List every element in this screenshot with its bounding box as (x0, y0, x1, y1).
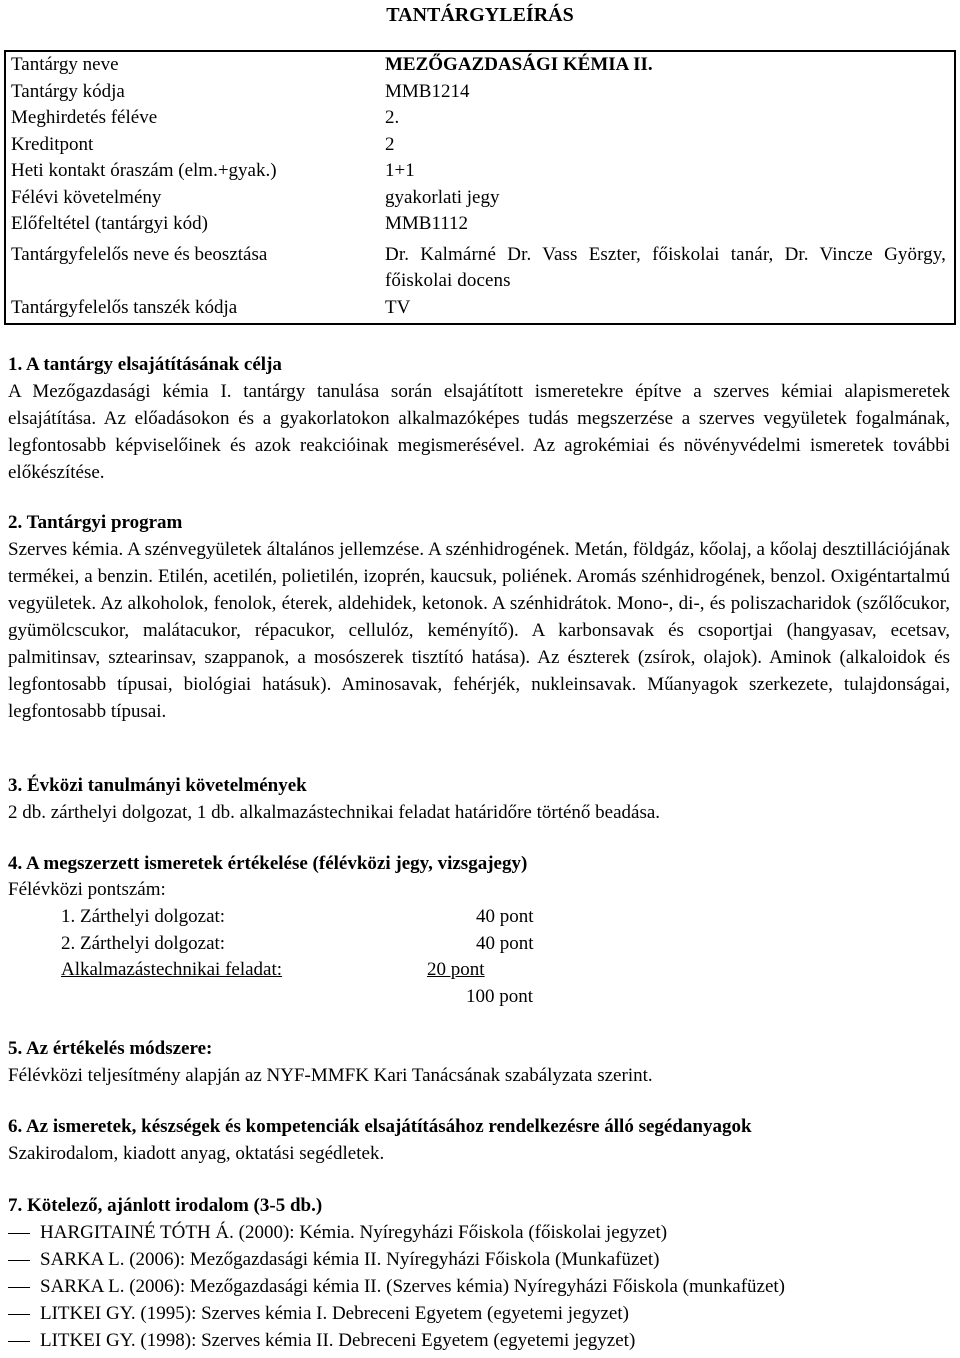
literature-text: HARGITAINÉ TÓTH Á. (2000): Kémia. Nyíregyházi Főiskola (főiskolai jegyzet) (40, 1222, 668, 1243)
literature-item (8, 1246, 659, 1273)
dash-bullet-icon (8, 1341, 30, 1343)
literature-text: LITKEI GY. (1995): Szerves kémia I. Debreceni Egyetem (egyetemi jegyzet) (40, 1303, 629, 1324)
section-6-text: Szakirodalom, kiadott anyag, oktatási segédletek. (8, 1143, 385, 1164)
section-3-text: 2 db. zárthelyi dolgozat, 1 db. alkalmazástechnikai feladat határidőre történő beadása. (8, 802, 661, 823)
section-2-text (8, 536, 950, 725)
info-value: MMB1214 (385, 80, 470, 102)
info-value: 2 (385, 133, 395, 155)
score-points: 40 pont (476, 933, 534, 954)
info-value: 1+1 (385, 160, 415, 181)
info-row (5, 295, 955, 324)
section-6-title: 6. Az ismeretek, készségek és kompetenciák elsajátításához rendelkezésre álló segédanyagok (8, 1116, 752, 1137)
literature-text: SARKA L. (2006): Mezőgazdasági kémia II. Nyíregyházi Főiskola (Munkafüzet) (40, 1249, 660, 1270)
section-1-title: 1. A tantárgy elsajátításának célja (8, 354, 282, 375)
info-row (5, 51, 955, 79)
dash-bullet-icon (8, 1314, 30, 1316)
section-1-paragraph: A Mezőgazdasági kémia I. tantárgy tanulása során elsajátított ismeretekre építve a szerves kémiai alapismeretek elsajátítása. Az előadásokon és a gyakorlatokon alkalmazóképes tudás megszerzése a szerves vegyületek fogalmának, legfontosabb képviselőinek és azok reakcióinak megismerésével. Az agrokémiai és növényvédelmi ismeretek további előkészítése. (8, 381, 950, 483)
info-row (5, 132, 955, 159)
section-4-subtitle: Félévközi pontszám: (8, 879, 166, 900)
score-points: 20 pont (427, 959, 485, 980)
course-info-table (4, 50, 956, 325)
score-label: 2. Zárthelyi dolgozat: (61, 933, 226, 954)
info-label: Félévi követelmény (11, 186, 162, 208)
literature-text: LITKEI GY. (1998): Szerves kémia II. Debreceni Egyetem (egyetemi jegyzet) (40, 1330, 636, 1351)
info-value: gyakorlati jegy (385, 186, 500, 208)
info-label: Előfeltétel (tantárgyi kód) (11, 213, 208, 234)
info-value: TV (385, 296, 411, 318)
section-7-title: 7. Kötelező, ajánlott irodalom (3-5 db.) (8, 1195, 323, 1216)
literature-item (8, 1219, 667, 1246)
info-label: Tantárgy kódja (11, 80, 125, 102)
dash-bullet-icon (8, 1233, 30, 1235)
section-2-title: 2. Tantárgyi program (8, 512, 183, 533)
info-label: Tantárgyfelelős tanszék kódja (11, 296, 238, 318)
info-label: Tantárgy neve (11, 54, 119, 75)
info-row (5, 105, 955, 132)
info-value: MMB1112 (385, 213, 469, 234)
section-5-title: 5. Az értékelés módszere: (8, 1038, 213, 1059)
literature-text: SARKA L. (2006): Mezőgazdasági kémia II. (Szerves kémia) Nyíregyházi Főiskola (munkafüzet) (40, 1276, 785, 1297)
info-row (5, 158, 955, 185)
section-2-paragraph: Szerves kémia. A szénvegyületek általános jellemzése. A szénhidrogének. Metán, földgáz, kőolaj, a kőolaj desztillációjának termékei, a benzin. Etilén, acetilén, polietilén, izoprén, kaucsuk, poliének. Aromás szénhidrogének, benzol. Oxigéntartalmú vegyületek. Az alkoholok, fenolok, éterek, aldehidek, ketonok. A szénhidrátok. Mono-, di-, és poliszacharidok (szőlőcukor, gyümölcscukor, malátacukor, répacukor, cellulóz, keményítő). A karbonsavak és csoportjai (hangyasav, ecetsav, palmitinsav, sztearinsav, szappanok, a mosószerek tisztító hatása). Az észterek (zsírok, olajok). Aminok (alkaloidok és legfontosabb típusai, biológiai hatásuk). Aminosavak, fehérjék, nukleinsavak. Műanyagok szerkezete, tulajdonságai, legfontosabb típusai. (8, 539, 950, 722)
info-row (5, 185, 955, 212)
score-total: 100 pont (466, 986, 534, 1007)
score-label: 1. Zárthelyi dolgozat: (61, 906, 226, 927)
score-points: 40 pont (476, 906, 534, 927)
section-1-text (8, 378, 950, 486)
info-row (5, 79, 955, 106)
section-3-title: 3. Évközi tanulmányi követelmények (8, 775, 307, 796)
info-row (5, 211, 955, 238)
info-value: Dr. Kalmárné Dr. Vass Eszter, főiskolai tanár, Dr. Vincze György, főiskolai docens (385, 243, 946, 291)
literature-item (8, 1273, 785, 1300)
info-label: Tantárgyfelelős neve és beosztása (11, 243, 268, 265)
info-value: MEZŐGAZDASÁGI KÉMIA II. (385, 54, 653, 75)
dash-bullet-icon (8, 1260, 30, 1262)
literature-item (8, 1300, 629, 1327)
info-label: Heti kontakt óraszám (elm.+gyak.) (11, 160, 277, 181)
info-label: Meghirdetés féléve (11, 107, 158, 128)
document-title: TANTÁRGYLEÍRÁS (386, 4, 574, 26)
info-row (5, 238, 955, 295)
score-label: Alkalmazástechnikai feladat: (61, 959, 283, 980)
literature-item (8, 1327, 635, 1354)
section-5-text: Félévközi teljesítmény alapján az NYF-MMFK Kari Tanácsának szabályzata szerint. (8, 1065, 653, 1086)
score-row-underlined (61, 956, 546, 983)
info-label: Kreditpont (11, 133, 94, 155)
section-4-title: 4. A megszerzett ismeretek értékelése (félévközi jegy, vizsgajegy) (8, 853, 528, 874)
info-value: 2. (385, 107, 400, 128)
dash-bullet-icon (8, 1287, 30, 1289)
